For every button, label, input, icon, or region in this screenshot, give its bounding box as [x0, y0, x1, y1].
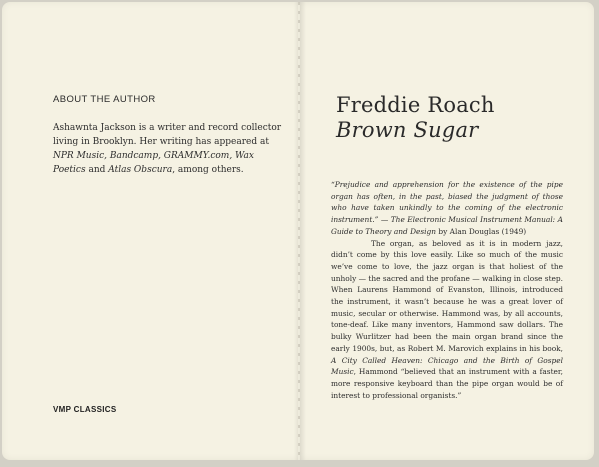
author-bio	[53, 121, 283, 177]
bio-text-1: Ashawnta Jackson is a writer and record collector living in Brooklyn. Her writing has appeared at	[53, 123, 282, 147]
bio-publications-1: NPR Music, Bandcamp, GRAMMY.com, Wax Poetics	[53, 151, 254, 175]
epigraph-source-title: The Electronic Musical Instrument Manual: A Guide to Theory and Design	[331, 215, 563, 236]
essay-text	[331, 179, 563, 401]
epigraph-quote: “Prejudice and apprehension for the existence of the pipe organ has often, in the past, biased the judgment of those who have taken unkindly to the coming of the electronic instrument.” —	[331, 180, 563, 225]
essay-book-title: A City Called Heaven: Chicago and the Birth of Gospel Music	[331, 355, 563, 377]
essay-text-2: , Hammond “believed that an instrument with a faster, more responsive keyboard than the pipe organ would be of interest to professional organists.”	[331, 367, 563, 400]
essay-paragraph	[331, 238, 563, 402]
epigraph-source-author: by Alan Douglas (1949)	[436, 226, 527, 236]
bio-text-2: and	[85, 165, 109, 175]
artist-name: Freddie Roach	[336, 93, 495, 117]
bio-publications-2: Atlas Obscura	[108, 165, 173, 175]
bio-text-3: , among others.	[172, 165, 244, 175]
left-page	[2, 2, 300, 460]
essay-text-1: The organ, as beloved as it is in modern jazz, didn’t come by this love easily. Like so much of the music we’ve come to love, the jazz organ is that holiest of the unholy — the sacred and the profane — walking in close step. When Laurens Hammond of Evanston, Illinois, introduced the instrument, it wasn’t because he was a great lover of music, secular or otherwise. Hammond was, by all accounts, tone-deaf. Like many inventors, Hammond saw dollars. The bulky Wurlitzer had been the main organ brand since the early 1900s, but, as Robert M. Marovich explains in his book,	[331, 238, 563, 353]
about-author-heading: ABOUT THE AUTHOR	[53, 94, 156, 105]
vmp-classics-brand: VMP CLASSICS	[53, 405, 117, 414]
album-title: Brown Sugar	[336, 118, 479, 142]
epigraph	[331, 179, 563, 238]
